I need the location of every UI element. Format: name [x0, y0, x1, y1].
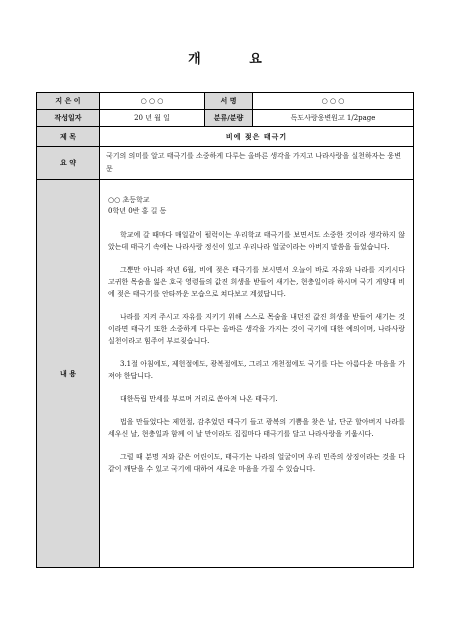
paragraph: 대한독립 만세를 부르며 거리로 쏟아져 나온 태극기.: [120, 395, 278, 403]
sign-value: ○ ○ ○: [253, 93, 414, 110]
author-row: [37, 93, 414, 110]
author-label: 지 은 이: [37, 93, 100, 110]
overview-form-table: [36, 92, 414, 568]
paragraph: 3.1절 아침에도, 제헌절에도, 광복절에도, 그리고 개천절에도 국기를 다는 아름다운 마음을 가져야 한답니다.: [108, 360, 405, 380]
paragraph: 그뿐만 아니라 작년 6월, 비에 젖은 태극기를 보시면서 오늘이 바로 자유와 나라를 지키시다 고귀한 목숨을 잃은 호국 영령들의 값진 희생을 받들어 새기는, 현충일이라 하시며 국기 게양대 비에 젖은 태극기를 안타까운 모습으로 쳐다보고 계셨답니다.: [108, 266, 405, 298]
sign-label: 서 명: [205, 93, 253, 110]
page-title: 개 요: [188, 52, 284, 67]
date-row: [37, 110, 414, 127]
school-name: ○○ 초등학교: [108, 196, 150, 204]
paragraph: 학교에 갈 때마다 매일같이 펄럭이는 우리학교 태극기를 보면서도 소중한 것이라 생각하지 않았는데 태극기 속에는 나라사랑 정신이 있고 우리나라 얼굴이라는 아버지 말씀을 들었습니다.: [108, 231, 405, 251]
subject-label: 제 목: [37, 127, 100, 147]
content-row: [37, 180, 414, 568]
date-label: 작성일자: [37, 110, 100, 127]
paragraph: 나라를 지켜 주시고 자유를 지키기 위해 스스로 목숨을 내던진 값진 희생을 받들어 새기는 것이라면 태극기 또한 소중하게 다루는 올바른 생각을 가지는 것이 국기에 대한 예의이며, 나라사랑 실천이라고 힘주어 부르짖습니다.: [108, 313, 405, 345]
content-body: [100, 180, 414, 568]
author-value: ○ ○ ○: [100, 93, 205, 110]
category-label: 분류/분량: [205, 110, 253, 127]
subject-value: 비에 젖은 태극기: [100, 127, 414, 147]
paragraph: 법을 만들었다는 제헌절, 감추었던 태극기 들고 광복의 기쁨을 찾은 날, 단군 할아버지 나라를 세우신 날, 현충일과 함께 이 날 만이라도 집집마다 태극기를 달고 나라사랑을 키웁시다.: [108, 418, 405, 438]
summary-row: [37, 147, 414, 180]
category-value: 독도사랑웅변원고 1/2page: [253, 110, 414, 127]
date-value: 20 년 월 일: [100, 110, 205, 127]
paragraph: 그럴 때 분명 저와 같은 어린이도, 태극기는 나라의 얼굴이며 우리 민족의 상징이라는 것을 다같이 깨닫을 수 있고 국기에 대하여 새로운 마음을 가질 수 있습니다.: [108, 453, 405, 473]
subject-row: [37, 127, 414, 147]
content-label: 내 용: [37, 180, 100, 568]
summary-value: 국기의 의미를 알고 태극기를 소중하게 다루는 올바른 생각을 가지고 나라사랑을 실천하자는 웅변문: [100, 147, 414, 180]
summary-label: 요 약: [37, 147, 100, 180]
student-name: 0학년 0반 홍 길 동: [108, 207, 167, 215]
